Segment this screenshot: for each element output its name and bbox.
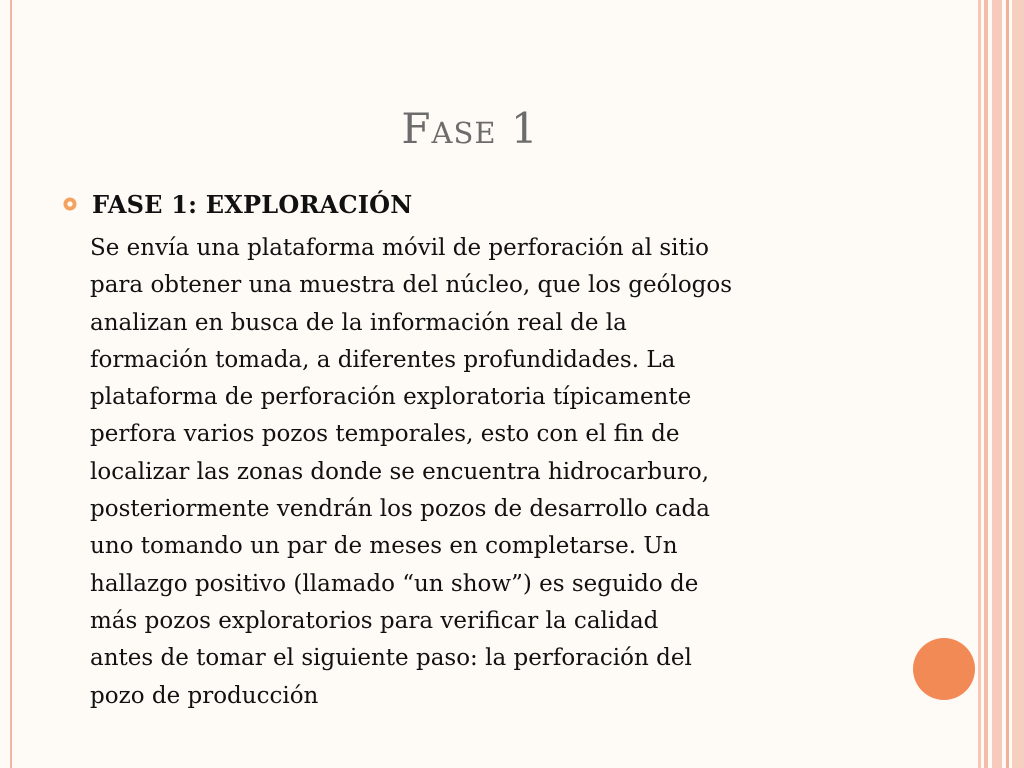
- slide-content: [62, 184, 882, 715]
- frame-stripe: [1012, 0, 1024, 768]
- frame-stripe: [1006, 0, 1009, 768]
- bullet-item: [62, 184, 882, 224]
- frame-stripe: [984, 0, 988, 768]
- body-paragraph: Se envía una plataforma móvil de perforación al sitio para obtener una muestra del núcleo, que los geólogos analizan en busca de la información real de la formación tomada, a diferentes profundidades. La plataforma de perforación exploratoria típicamente perfora varios pozos temporales, esto con el fin de localizar las zonas donde se encuentra hidrocarburo, posteriormente vendrán los pozos de desarrollo cada uno tomando un par de meses en completarse. Un hallazgo positivo (llamado “un show”) es seguido de más pozos exploratorios para verificar la calidad antes de tomar el siguiente paso: la perforación del pozo de producción: [90, 235, 733, 709]
- slide-title: Fase 1: [401, 104, 539, 153]
- orange-circle-decoration: [913, 638, 975, 700]
- left-frame-line: [10, 0, 12, 768]
- bullet-heading: FASE 1: EXPLORACIÓN: [92, 189, 413, 219]
- frame-stripe: [992, 0, 1002, 768]
- orange-ring-bullet-icon: [62, 196, 78, 212]
- frame-stripe: [978, 0, 981, 768]
- right-frame-stripes: [978, 0, 1024, 768]
